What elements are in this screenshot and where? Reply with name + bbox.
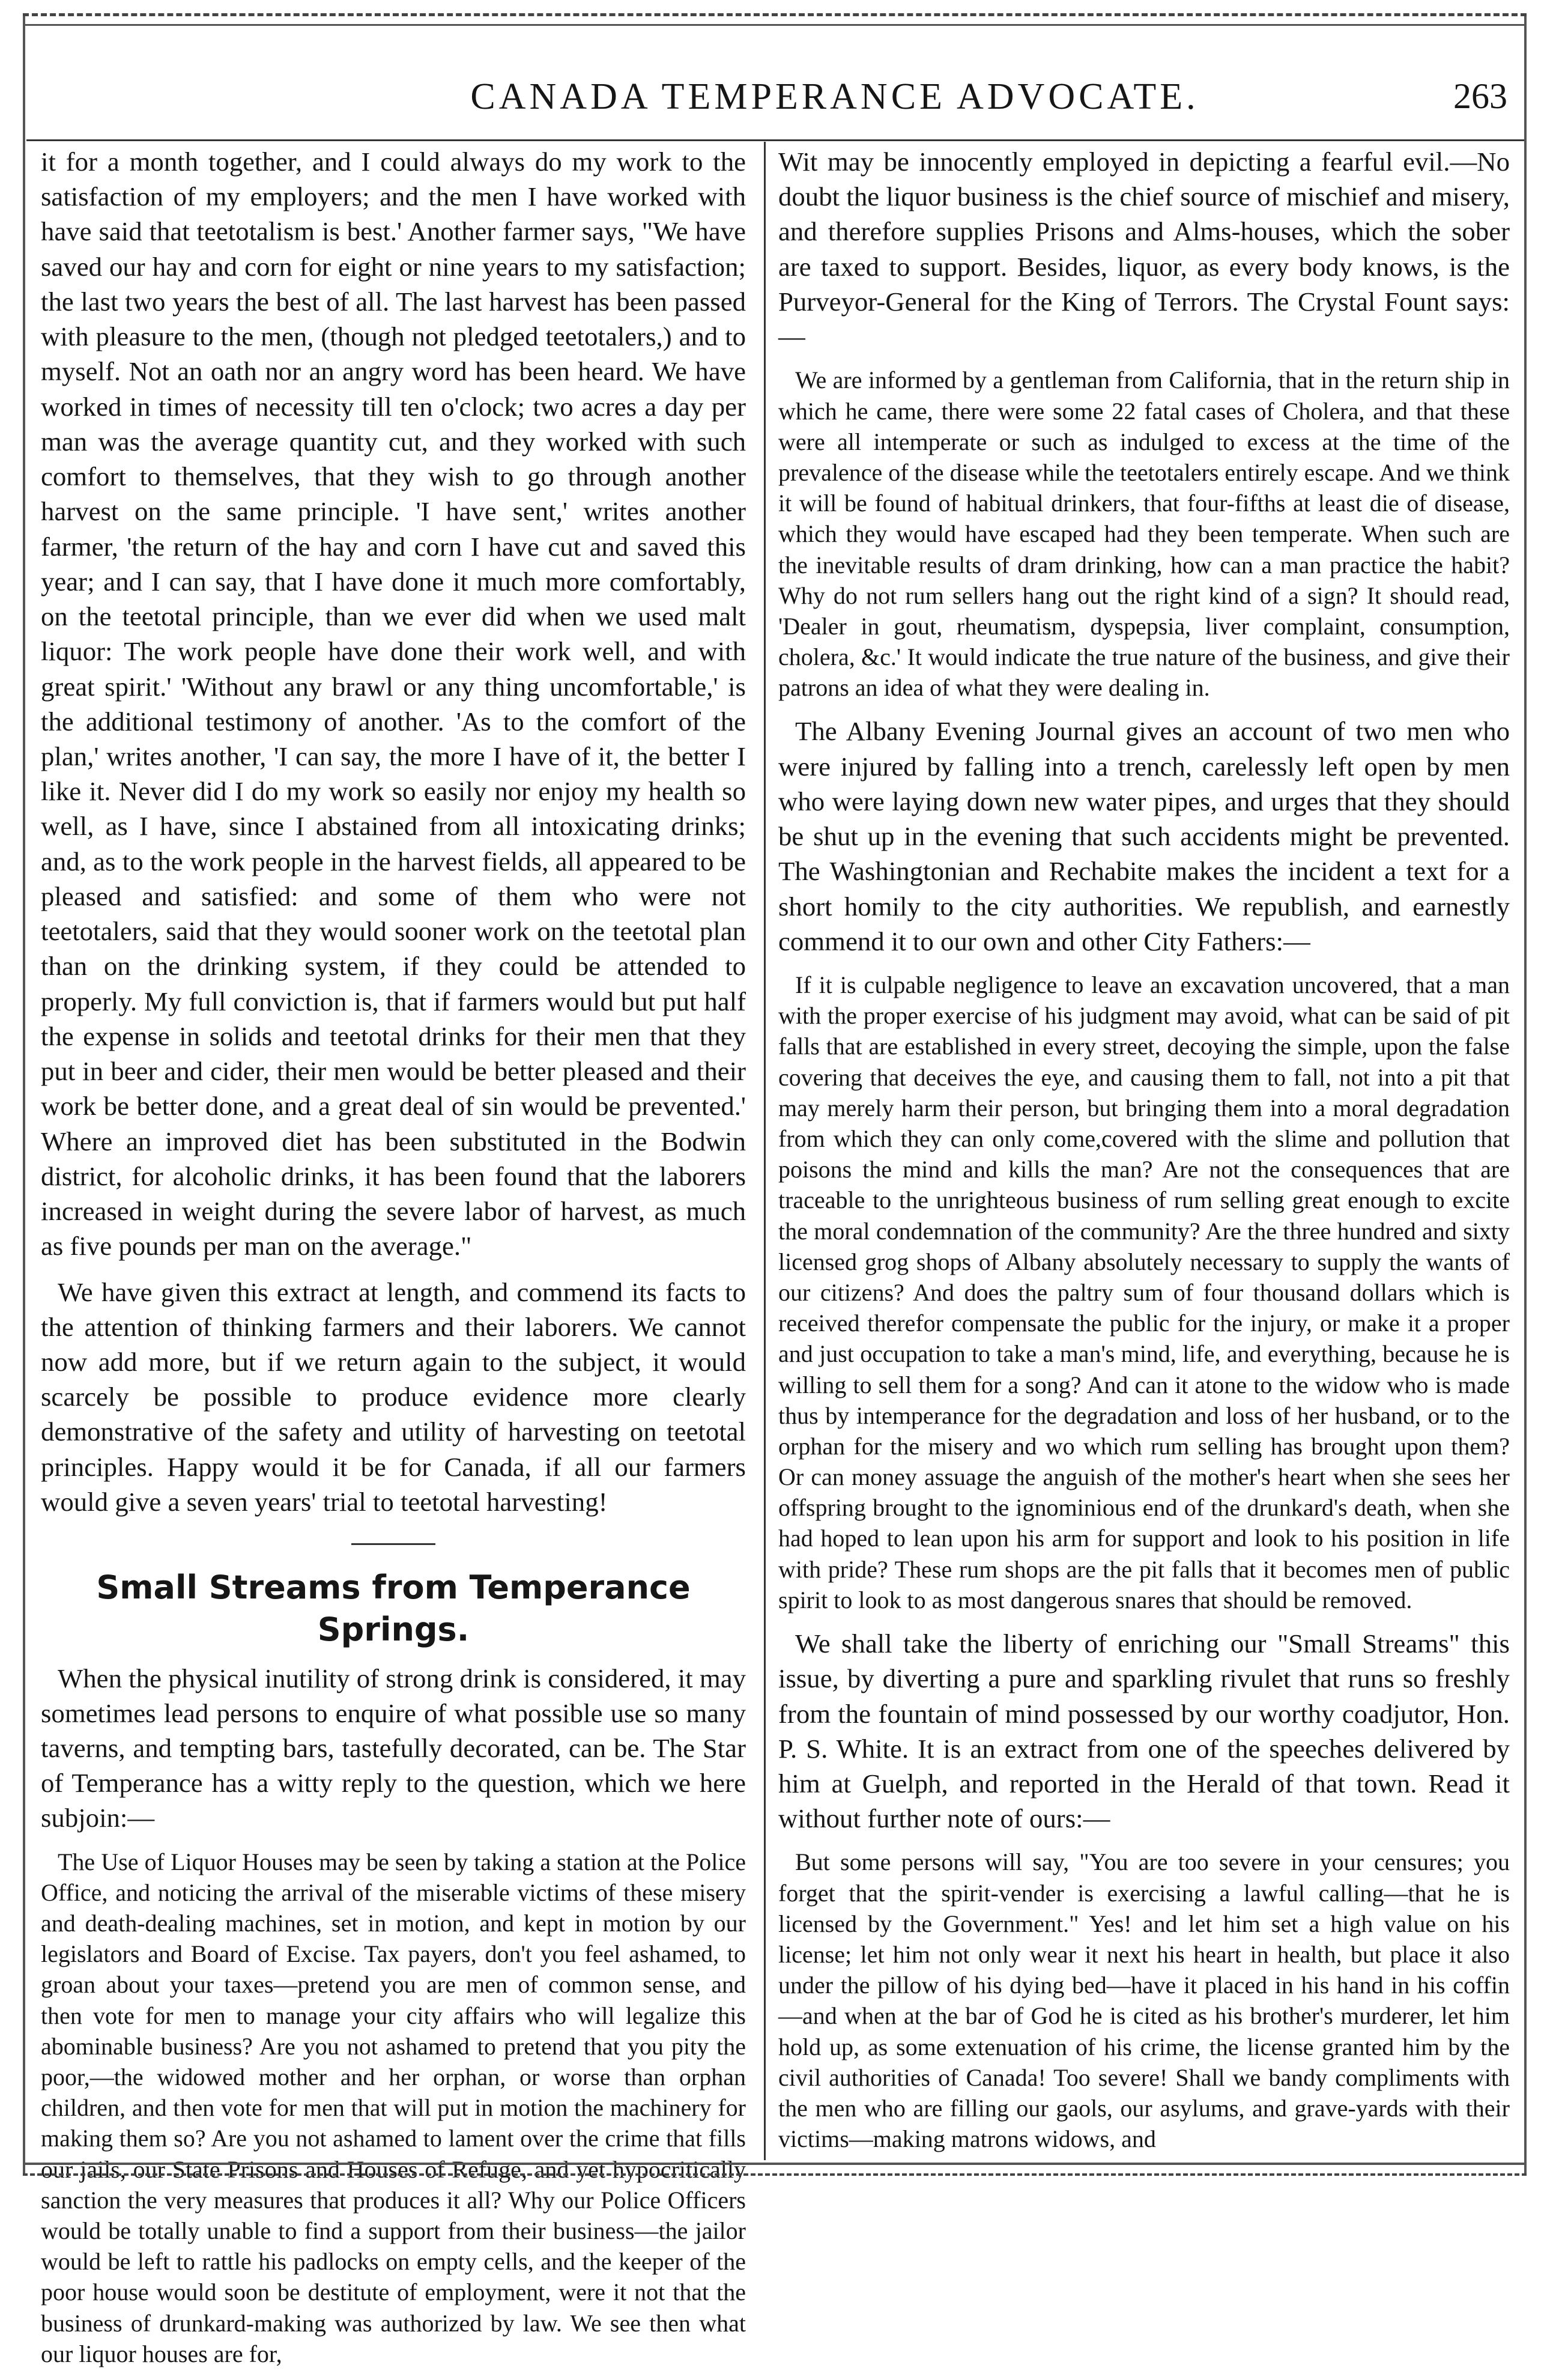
left-quoted-paragraph: The Use of Liquor Houses may be seen by taking a station at the Police Office, and noticing the arrival of the miserable victims of these misery and death-dealing machines, set in motion, and kept in motion by our legislators and Board of Excise. Tax payers, don't you feel ashamed, to groan about your taxes—pretend you are men of common sense, and then vote for men to manage your city affairs who will legalize this abominable business? Are you not ashamed to pretend that you pity the poor,—the widowed mother and her orphan, or worse than orphan children, and then vote for men that will put in motion the machinery for making them so? Are you not ashamed to lament over the crime that fills our jails, our State Prisons and Houses of Refuge, and yet hypocritically sanction the very measures that produces it all? Why our Police Officers would be totally unable to find a support from their business—the jailor would be left to rattle his padlocks on empty cells, and the keeper of the poor house would soon be destitute of employment, were it not that the business of drunkard-making was authorized by law. We see then what our liquor houses are for, xyxy=(41,1848,746,2367)
header-rule xyxy=(26,139,1524,141)
bottom-rule xyxy=(23,2163,1527,2165)
right-quoted-paragraph-3: But some persons will say, "You are too severe in your censures; you forget that the spirit-vender is exercising a lawful calling—that he is licensed by the Government." Yes! and let him set a high value on his license; let him not only wear it next his heart in health, but place it also under the pillow of his dying bed—have it placed in his hand in his coffin—and when at the bar of God he is cited as his brother's murderer, let him hold up, as some extenuation of his crime, the license granted him by the civil authorities of Canada! Too severe! Shall we bandy compliments with the men who are filling our gaols, our asylums, and grave-yards with their victims—making matrons widows, and xyxy=(778,1848,1510,2153)
right-paragraph-3: We shall take the liberty of enriching our "Small Streams" this issue, by diverting a pure and sparkling rivulet that runs so freshly from the fountain of mind possessed by our worthy coadjutor, Hon. P. S. White. It is an extract from one of the speeches delivered by him at Guelph, and reported in the Herald of that town. Read it without further note of ours:— xyxy=(778,1629,1510,1834)
section-title: Small Streams from Temperance Springs. xyxy=(96,1568,691,1649)
left-paragraph-3: When the physical inutility of strong drink is considered, it may sometimes lead persons to enquire of what possible use so many taverns, and tempting bars, tastefully decorated, can be. The Star of Temperance has a witty reply to the question, which we here subjoin:— xyxy=(41,1663,746,1833)
right-column xyxy=(778,144,1510,2165)
right-paragraph-2: The Albany Evening Journal gives an account of two men who were injured by falling into a trench, carelessly left open by men who were laying down new water pipes, and urges that they should be shut up in the evening that such accidents might be prevented. The Washingtonian and Rechabite makes the incident a text for a short homily to the city authorities. We republish, and earnestly commend it to our own and other City Fathers:— xyxy=(778,716,1510,956)
left-paragraph-1: it for a month together, and I could always do my work to the satisfaction of my employers; and the men I have worked with have said that teetotalism is best.' Another farmer says, "We have saved our hay and corn for eight or nine years to my satisfaction; the last two years the best of all. The last harvest has been passed with pleasure to the men, (though not pledged teetotalers,) and to myself. Not an oath nor an angry word has been heard. We have worked in times of necessity till ten o'clock; two acres a day per man was the average quantity cut, and they worked with such comfort to themselves, that they wish to go through another harvest on the same principle. 'I have sent,' writes another farmer, 'the return of the hay and corn I have cut and saved this year; and I can say, that I have done it much more comfortably, on the teetotal principle, than we ever did when we used malt liquor: The work people have done their work well, and with great spirit.' 'Without any brawl or any thing uncomfortable,' is the additional testimony of another. 'As to the comfort of the plan,' writes another, 'I can say, the more I have of it, the better I like it. Never did I do my work so easily nor enjoy my health so well, as I have, since I abstained from all intoxicating drinks; and, as to the work people in the harvest fields, all appeared to be pleased and satisfied: and some of them who were not teetotalers, said that they would sooner work on the teetotal plan than on the drinking system, if they could be attended to properly. My full conviction is, that if farmers would but put half the expense in solids and teetotal drinks for their men that they put in beer and cider, their men would be better pleased and their work be better done, and a great deal of sin would be prevented.' Where an improved diet has been substituted in the Bodwin district, for alcoholic drinks, it has been found that the laborers increased in weight during the severe labor of harvest, as much as five pounds per man on the average." xyxy=(41,147,746,1261)
right-quoted-paragraph-2: If it is culpable negligence to leave an excavation uncovered, that a man with the proper exercise of his judgment may avoid, what can be said of pit falls that are established in every street, decoying the simple, upon the false covering that deceives the eye, and causing them to fall, not into a pit that may merely harm their person, but bringing them into a moral degradation from which they can only come,covered with the slime and pollution that poisons the mind and kills the man? Are not the consequences that are traceable to the unrighteous business of rum selling great enough to excite the moral condemnation of the community? Are the three hundred and sixty licensed grog shops of Albany absolutely necessary to supply the wants of our citizens? And does the paltry sum of four thousand dollars which is received therefor compensate the public for the injury, or make it a proper and just occupation to take a man's mind, life, and everything, because he is willing to sell them for a song? And can it atone to the widow who is made thus by intemperance for the degradation and loss of her husband, or to the orphan for the misery and wo which rum selling has brought upon them? Or can money assuage the anguish of the mother's heart when she sees her offspring brought to the ignominious end of the drunkard's death, when she had hoped to lean upon his arm for support and look to his position in life with pride? These rum shops are the pit falls that it becomes men of public spirit to look to as most dangerous snares that should be removed. xyxy=(778,971,1510,1613)
top-rule-inner xyxy=(23,24,1527,26)
section-separator xyxy=(351,1543,435,1545)
page-border-right xyxy=(1524,13,1527,2176)
right-quoted-paragraph-1: We are informed by a gentleman from California, that in the return ship in which he came, there were some 22 fatal cases of Cholera, and that these were all intemperate or such as indulged to excess at the time of the prevalence of the disease while the teetotalers entirely escape. And we think it will be found of habitual drinkers, that four-fifths at least die of disease, which they would have escaped had they been temperate. When such are the inevitable results of dram drinking, how can a man practice the habit? Why do not rum sellers hang out the right kind of a sign? It should read, 'Dealer in gout, rheumatism, dyspepsia, liver complaint, consumption, cholera, &c.' It would indicate the true nature of the business, and give their patrons an idea of what they were dealing in. xyxy=(778,366,1510,702)
column-divider xyxy=(764,142,766,2160)
left-paragraph-2: We have given this extract at length, and commend its facts to the attention of thinking farmers and their laborers. We cannot now add more, but if we return again to the subject, it would scarcely be possible to produce evidence more clearly demonstrative of the safety and utility of harvesting on teetotal principles. Happy would it be for Canada, if all our farmers would give a seven years' trial to teetotal harvesting! xyxy=(41,1277,746,1517)
masthead-title: CANADA TEMPERANCE ADVOCATE. xyxy=(470,76,1199,117)
page-border-left xyxy=(23,13,25,2176)
page-number: 263 xyxy=(1453,76,1507,116)
bottom-rule-outer xyxy=(23,2173,1527,2176)
left-column xyxy=(41,144,746,2380)
right-paragraph-1: Wit may be innocently employed in depicting a fearful evil.—No doubt the liquor business is the chief source of mischief and misery, and therefore supplies Prisons and Alms-houses, which the sober are taxed to support. Besides, liquor, as every body knows, is the Purveyor-General for the King of Terrors. The Crystal Fount says:— xyxy=(778,147,1510,352)
top-rule xyxy=(23,13,1527,16)
